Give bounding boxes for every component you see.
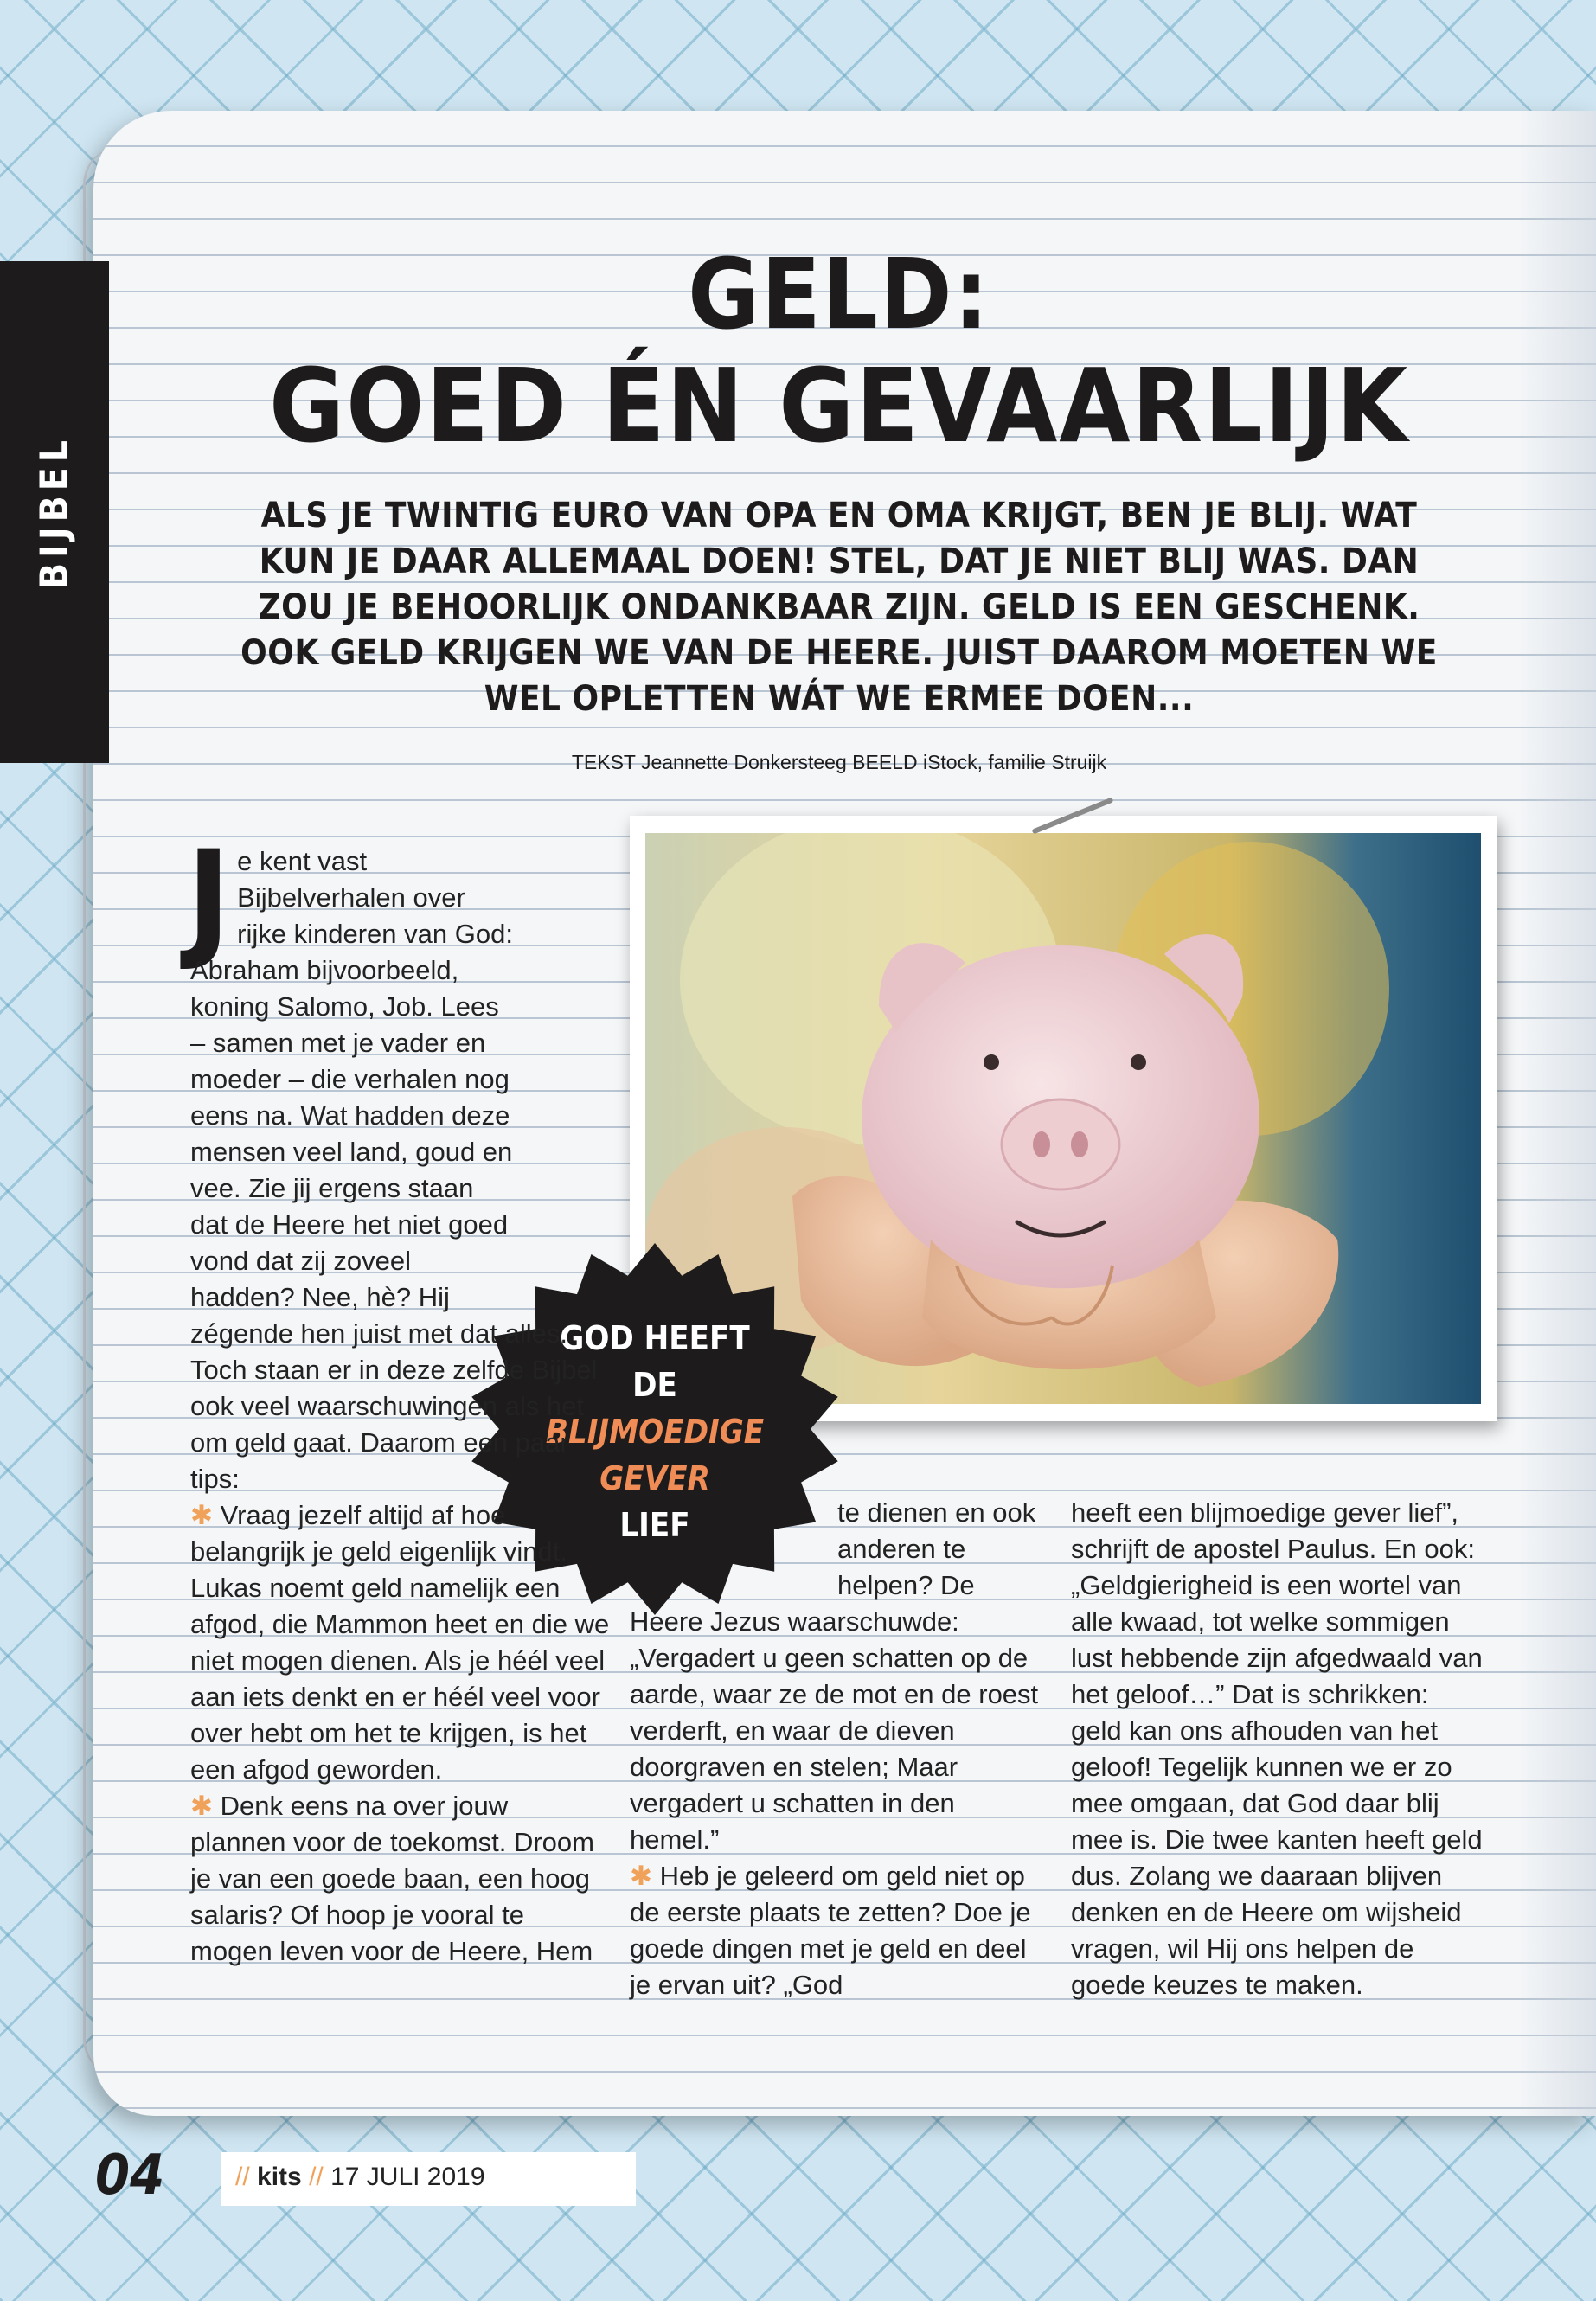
callout-highlight-2: GEVER (599, 1459, 710, 1497)
section-tab-label: BIJBEL (32, 434, 77, 590)
asterisk-bullet-icon: ✱ (190, 1791, 221, 1821)
column-wrap-spacer (515, 843, 610, 1293)
tip-1 (190, 1497, 610, 1788)
article-credits: TEKST Jeannette Donkersteeg BEELD iStock, familie Struijk (571, 751, 1107, 773)
footer-slashes: // (309, 2163, 324, 2191)
callout-line-3: LIEF (619, 1506, 690, 1544)
drop-cap: J (187, 824, 231, 974)
body-paragraph-2: te dienen en ook anderen te helpen? De Heere Jezus waarschuwde: „Vergadert u geen schatten op de aarde, waar ze de mot en de roest verderft, en waar de dieven doorgraven en stelen; Maar vergadert u schatten in den hemel.” (630, 1497, 1039, 1855)
body-column-1 (187, 824, 610, 1970)
page-curl-shadow (1518, 111, 1596, 2116)
body-paragraph-3: heeft een blijmoedige gever lief”, schrijft de apostel Paulus. En ook: „Geldgierigheid is een wortel van alle kwaad, tot welke sommigen lust hebbende zijn afgedwaald van het geloof…” Dat is schrikken: geld kan ons afhouden van het geloof! Tegelijk kunnen we er zo mee omgaan, dat God daar blij mee is. Die twee kanten heeft geld dus. Zolang we daaraan blijven denken en de Heere om wijsheid vragen, wil Hij ons helpen de goede keuzes te maken. (1071, 1497, 1483, 2000)
tip-1-text: Vraag jezelf altijd af hoe belangrijk je geld eigenlijk vindt. Lukas noemt geld namelijk een afgod, die Mammon heet en die we niet mogen dienen. Als je héél veel aan iets denkt en er héél veel voor over hebt om het te krijgen, is het een afgod geworden. (190, 1500, 610, 1785)
magazine-name: kits (257, 2163, 302, 2191)
article-intro: ALS JE TWINTIG EURO VAN OPA EN OMA KRIJGT, BEN JE BLIJ. WAT KUN JE DAAR ALLEMAAL DOEN! STEL, DAT JE NIET BLIJ WAS. DAN ZOU JE BEHOORLIJK ONDANKBAAR ZIJN. GELD IS EEN GESCHENK. OOK GELD KRIJGEN WE VAN DE HEERE. JUIST DAAROM MOETEN WE WEL OPLETTEN WÁT WE ERMEE DOEN... (240, 496, 1438, 719)
tip-3 (630, 1858, 1045, 2003)
issue-date: 17 JULI 2019 (330, 2163, 485, 2191)
body-paragraph-1-text: e kent vast Bijbelverhalen over rijke kinderen van God: Abraham bijvoorbeeld, koning Salomo, Job. Lees – samen met je vader en moeder – die verhalen nog eens na. Wat hadden deze mensen veel land, goud en vee. Zie jij ergens staan dat de Heere het niet goed vond dat zij zoveel hadden? Nee, hè? Hij zégende hen juist met dat alles. Toch staan er in deze zelfde Bijbel ook veel waarschuwingen als het om geld gaat. Daarom een paar tips: (190, 846, 598, 1494)
article-title-line-1: GELD: (688, 239, 990, 351)
body-column-3 (1071, 1495, 1486, 2003)
column-wrap-spacer (630, 1495, 837, 1599)
callout-highlight-1: BLIJMOEDIGE (545, 1413, 765, 1451)
callout-line-2: DE (632, 1366, 677, 1404)
tip-2-text: Denk eens na over jouw plannen voor de toekomst. Droom je van een goede baan, een hoog salaris? Of hoop je vooral te mogen leven voor de Heere, Hem (190, 1791, 594, 1966)
callout-line-1: GOD HEEFT (560, 1319, 750, 1357)
footer-slashes: // (235, 2163, 250, 2191)
footer-info (235, 2163, 485, 2192)
asterisk-bullet-icon: ✱ (630, 1861, 660, 1891)
page-number: 04 (95, 2144, 165, 2208)
section-tab (0, 261, 109, 763)
asterisk-bullet-icon: ✱ (190, 1500, 221, 1530)
tip-3-text: Heb je geleerd om geld niet op de eerste plaats te zetten? Doe je goede dingen met je geld en deel je ervan uit? „God (630, 1861, 1031, 2000)
tip-2 (190, 1788, 610, 1970)
article-title-line-2: GOED ÉN GEVAARLIJK (268, 346, 1410, 465)
body-column-2 (630, 1495, 1045, 2003)
